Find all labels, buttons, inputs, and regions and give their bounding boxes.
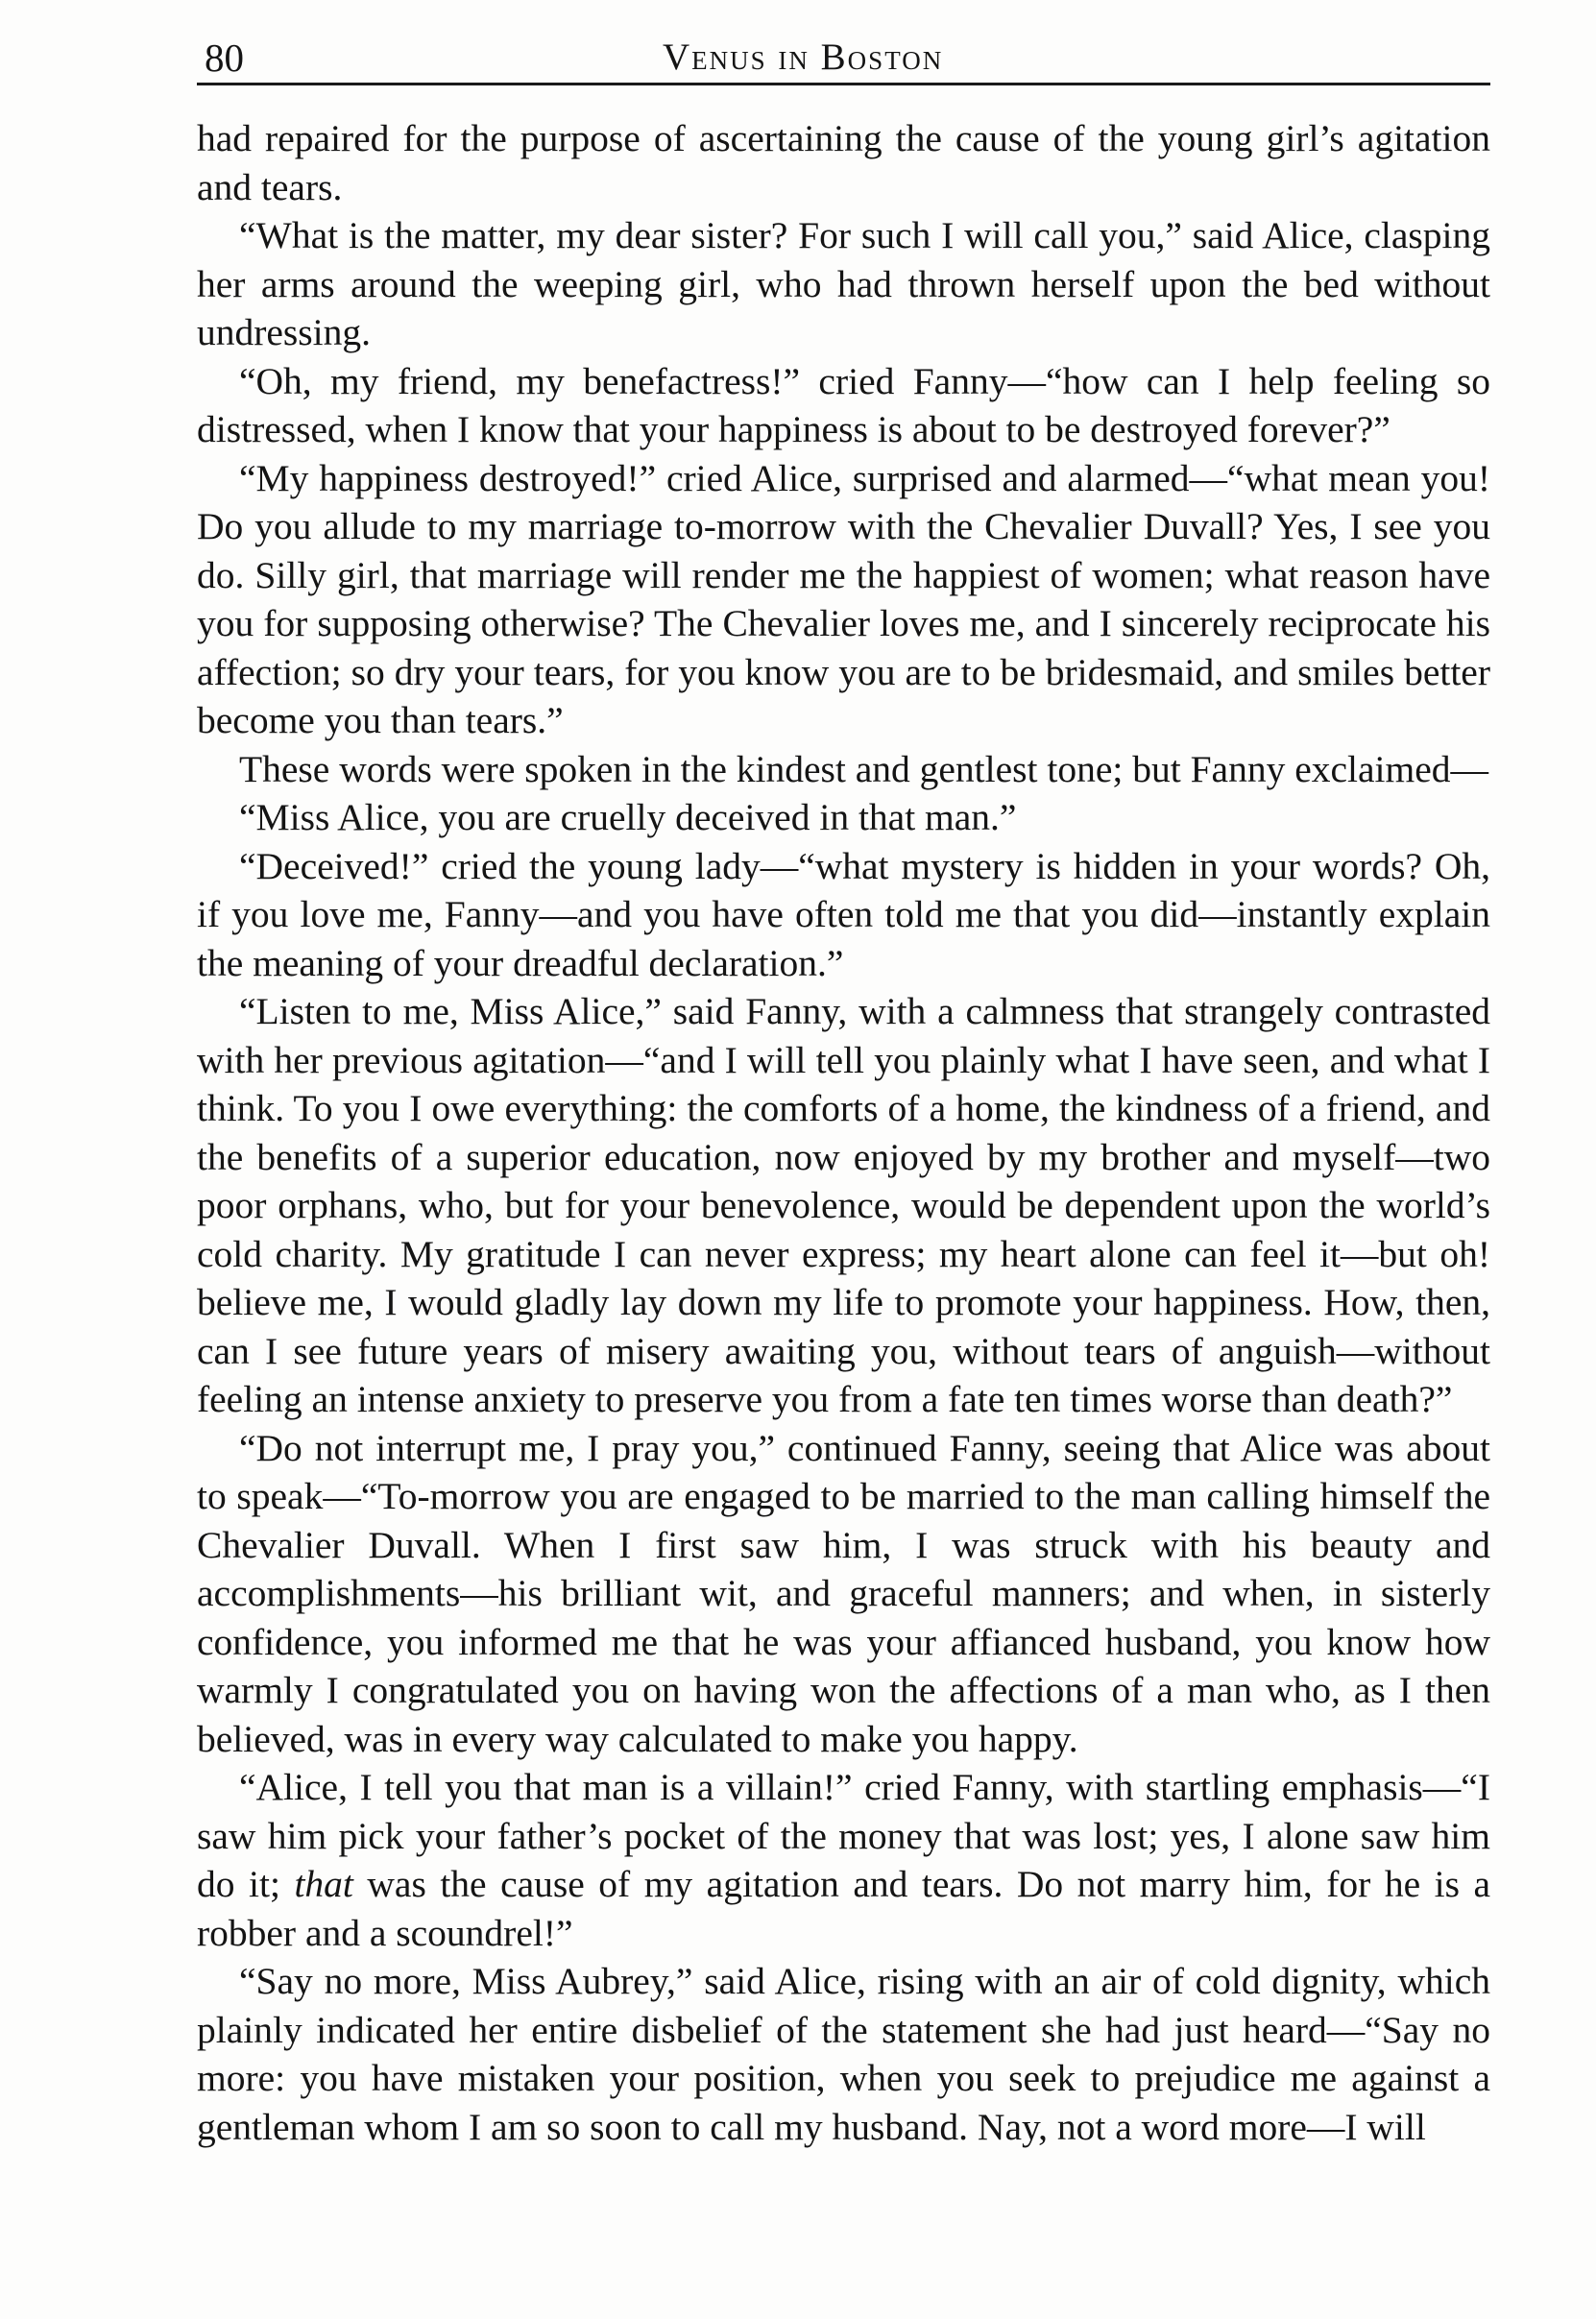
paragraph bbox=[197, 1424, 1490, 1764]
text-segment: had repaired for the purpose of ascertaining the cause of the young girl’s agitation and tears. bbox=[197, 117, 1490, 208]
running-header bbox=[197, 33, 1490, 85]
text-segment: These words were spoken in the kindest and gentlest tone; but Fanny exclaimed— bbox=[239, 747, 1488, 790]
paragraph bbox=[197, 987, 1490, 1424]
paragraph bbox=[197, 1957, 1490, 2151]
text-segment: “Alice, I tell you that man is a villain!” cried Fanny, with startling emphasis—“I saw him pick your father’s pocket of the money that was lost; yes, I alone saw him do it; bbox=[197, 1766, 1490, 1905]
text-segment: “Say no more, Miss Aubrey,” said Alice, rising with an air of cold dignity, which plainly indicated her entire disbelief of the statement she had just heard—“Say no more: you have mistaken your position, when you seek to prejudice me against a gentleman whom I am so soon to call my husband. Nay, not a word more—I will bbox=[197, 1960, 1490, 2148]
text-segment: “Do not interrupt me, I pray you,” continued Fanny, seeing that Alice was about to speak—“To-morrow you are engaged to be married to the man calling himself the Chevalier Duvall. When I first saw him, I was struck with his beauty and accomplishments—his brilliant wit, and graceful manners; and when, in sisterly confidence, you informed me that he was your affianced husband, you know how warmly I congratulated you on having won the affections of a man who, as I then believed, was in every way calculated to make you happy. bbox=[197, 1426, 1490, 1760]
paragraph bbox=[197, 793, 1490, 842]
text-segment: “Miss Alice, you are cruelly deceived in that man.” bbox=[239, 796, 1017, 838]
paragraph bbox=[197, 1763, 1490, 1957]
book-title: Venus in Boston bbox=[663, 36, 944, 78]
body-text bbox=[197, 114, 1490, 2151]
paragraph bbox=[197, 745, 1490, 794]
paragraph bbox=[197, 357, 1490, 454]
text-segment: was the cause of my agitation and tears. Do not marry him, for he is a robber and a scoundrel!” bbox=[197, 1863, 1490, 1954]
text-segment: “What is the matter, my dear sister? For such I will call you,” said Alice, clasping her arms around the weeping girl, who had thrown herself upon the bed without undressing. bbox=[197, 214, 1490, 353]
text-segment: “Oh, my friend, my benefactress!” cried Fanny—“how can I help feeling so distressed, when I know that your happiness is about to be destroyed forever?” bbox=[197, 359, 1490, 450]
text-segment: “Listen to me, Miss Alice,” said Fanny, with a calmness that strangely contrasted with her previous agitation—“and I will tell you plainly what I have seen, and what I think. To you I owe everything: the comforts of a home, the kindness of a friend, and the benefits of a superior education, now enjoyed by my brother and myself—two poor orphans, who, but for your benevolence, would be dependent upon the world’s cold charity. My gratitude I can never express; my heart alone can feel it—but oh! believe me, I would gladly lay down my life to promote your happiness. How, then, can I see future years of misery awaiting you, without tears of anguish—without feeling an intense anxiety to preserve you from a fate ten times worse than death?” bbox=[197, 990, 1490, 1420]
italic-text: that bbox=[294, 1863, 353, 1905]
paragraph bbox=[197, 454, 1490, 745]
page-number: 80 bbox=[205, 36, 244, 80]
text-segment: “My happiness destroyed!” cried Alice, surprised and alarmed—“what mean you! Do you allude to my marriage to-morrow with the Chevalier Duvall? Yes, I see you do. Silly girl, that marriage will render me the happiest of women; what reason have you for supposing otherwise? The Chevalier loves me, and I sincerely reciprocate his affection; so dry your tears, for you know you are to be bridesmaid, and smiles better become you than tears.” bbox=[197, 456, 1490, 741]
paragraph bbox=[197, 114, 1490, 211]
text-segment: “Deceived!” cried the young lady—“what mystery is hidden in your words? Oh, if you love me, Fanny—and you have often told me that you did—instantly explain the meaning of your dreadful declaration.” bbox=[197, 844, 1490, 984]
paragraph bbox=[197, 211, 1490, 357]
paragraph bbox=[197, 842, 1490, 988]
